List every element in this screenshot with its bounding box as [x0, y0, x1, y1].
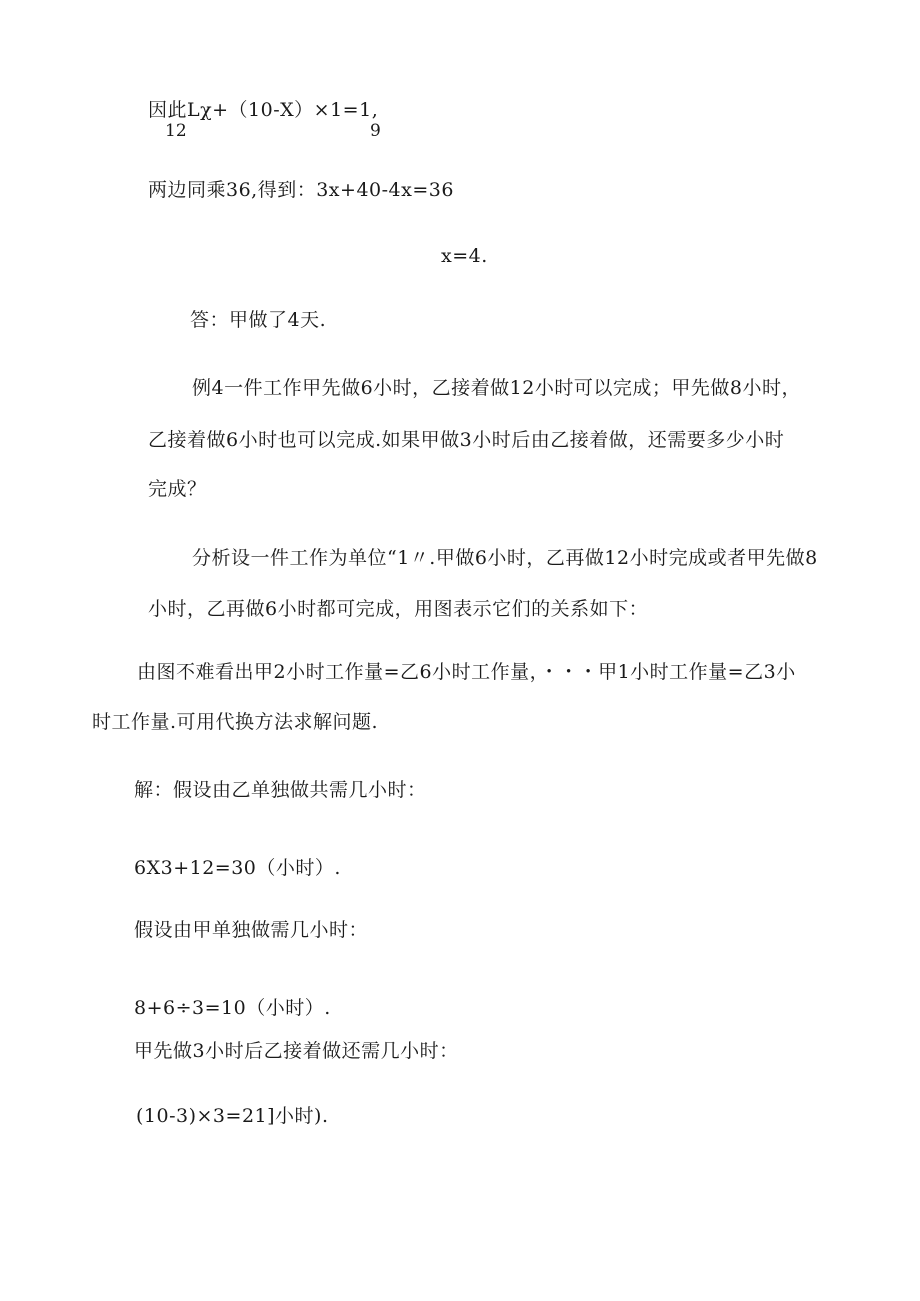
solution-calc-3: (10-3)×3=21]小时).: [136, 1105, 329, 1127]
analysis-line-2: 小时，乙再做6小时都可完成，用图表示它们的关系如下：: [148, 598, 649, 620]
solution-calc-2: 8+6÷3=10（小时）.: [134, 997, 331, 1019]
solution-calc-1: 6X3+12=30（小时）.: [134, 857, 341, 879]
solution-question-2: 假设由甲单独做需几小时：: [134, 919, 369, 941]
example-4-line-3: 完成？: [148, 478, 207, 500]
example-4-line-1: 例4一件工作甲先做6小时，乙接着做12小时可以完成；甲先做8小时，: [192, 377, 801, 399]
equation-line-3: x=4.: [441, 245, 488, 267]
solution-intro: 解：假设由乙单独做共需几小时：: [134, 779, 427, 801]
inference-line-1: 由图不难看出甲2小时工作量=乙6小时工作量，・・・甲1小时工作量=乙3小: [137, 661, 796, 683]
equation-line-1: 因此Lχ+（10-X）×1=1,: [148, 99, 379, 121]
solution-question-3: 甲先做3小时后乙接着做还需几小时：: [134, 1040, 459, 1062]
equation-1-denominator-right: 9: [370, 121, 381, 141]
equation-1-denominator-left: 12: [165, 121, 187, 141]
inference-line-2: 时工作量.可用代换方法求解问题.: [92, 711, 379, 733]
analysis-line-1: 分析设一件工作为单位“1〃.甲做6小时，乙再做12小时完成或者甲先做8: [192, 547, 818, 569]
example-4-line-2: 乙接着做6小时也可以完成.如果甲做3小时后由乙接着做，还需要多少小时: [148, 429, 785, 451]
answer-line: 答：甲做了4天.: [190, 309, 327, 331]
equation-line-2: 两边同乘36,得到：3x+40-4x=36: [148, 179, 454, 201]
